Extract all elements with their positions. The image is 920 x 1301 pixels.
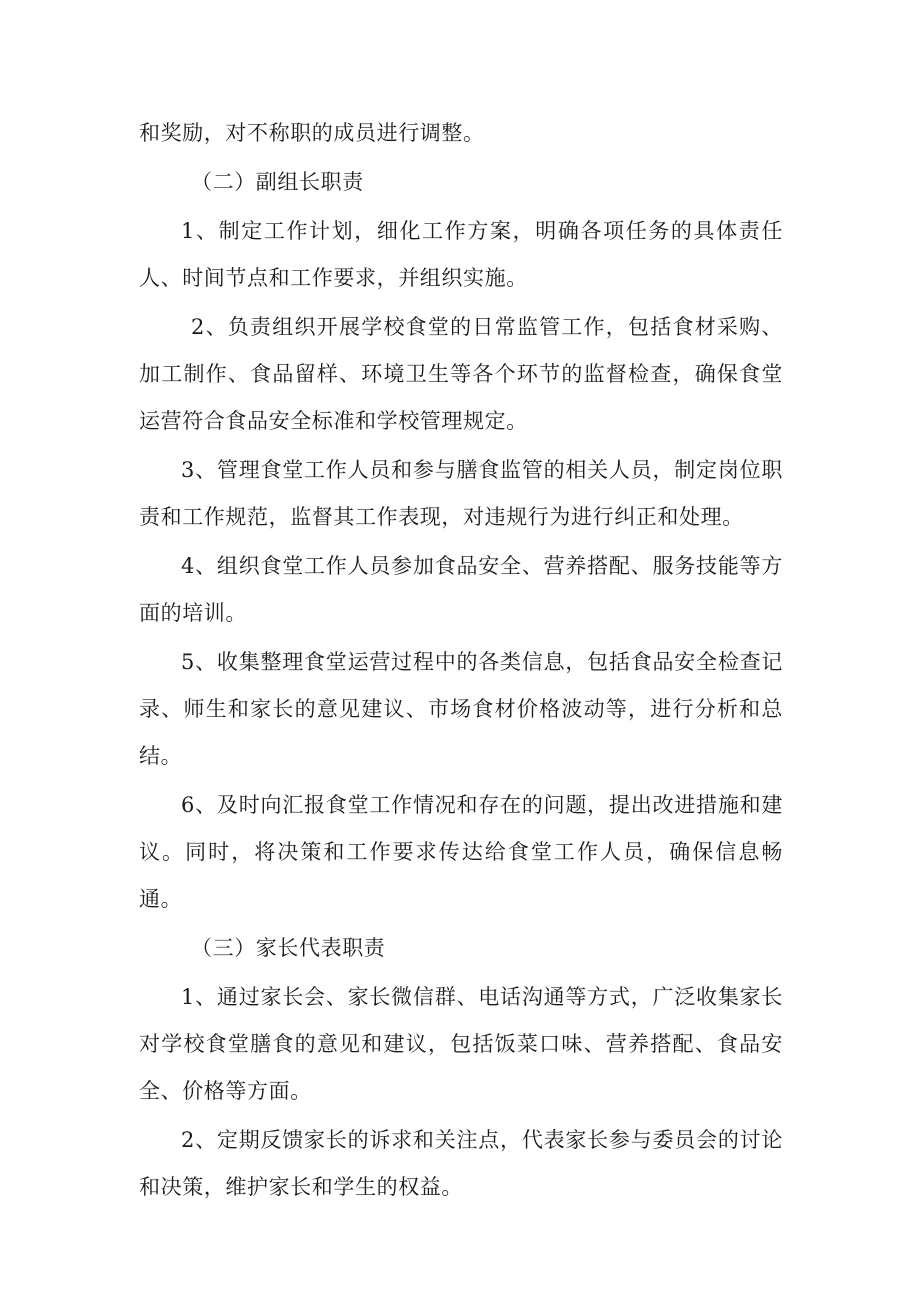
paragraph-parent-item-1: 1、通过家长会、家长微信群、电话沟通等方式，广泛收集家长对学校食堂膳食的意见和建议，包括饭菜口味、营养搭配、食品安全、价格等方面。 — [139, 985, 783, 1103]
paragraph-parent-item-2: 2、定期反馈家长的诉求和关注点，代表家长参与委员会的讨论和决策，维护家长和学生的权益。 — [139, 1128, 783, 1199]
document-body — [139, 110, 783, 1213]
section-heading-parent-rep: （三）家长代表职责 — [191, 936, 386, 960]
paragraph-continuation: 和奖励，对不称职的成员进行调整。 — [139, 121, 485, 145]
paragraph-item-2: 2、负责组织开展学校食堂的日常监管工作，包括食材采购、加工制作、食品留样、环境卫生等各个环节的监督检查，确保食堂运营符合食品安全标准和学校管理规定。 — [139, 315, 783, 433]
paragraph-item-6: 6、及时向汇报食堂工作情况和存在的问题，提出改进措施和建议。同时，将决策和工作要求传达给食堂工作人员，确保信息畅通。 — [139, 793, 783, 911]
paragraph-item-4: 4、组织食堂工作人员参加食品安全、营养搭配、服务技能等方面的培训。 — [139, 554, 783, 625]
paragraph-item-3: 3、管理食堂工作人员和参与膳食监管的相关人员，制定岗位职责和工作规范，监督其工作表现，对违规行为进行纠正和处理。 — [139, 458, 783, 529]
paragraph-item-5: 5、收集整理食堂运营过程中的各类信息，包括食品安全检查记录、师生和家长的意见建议、市场食材价格波动等，进行分析和总结。 — [139, 650, 783, 768]
section-heading-vice-leader: （二）副组长职责 — [191, 170, 364, 194]
paragraph-item-1: 1、制定工作计划，细化工作方案，明确各项任务的具体责任人、时间节点和工作要求，并组织实施。 — [139, 219, 783, 290]
